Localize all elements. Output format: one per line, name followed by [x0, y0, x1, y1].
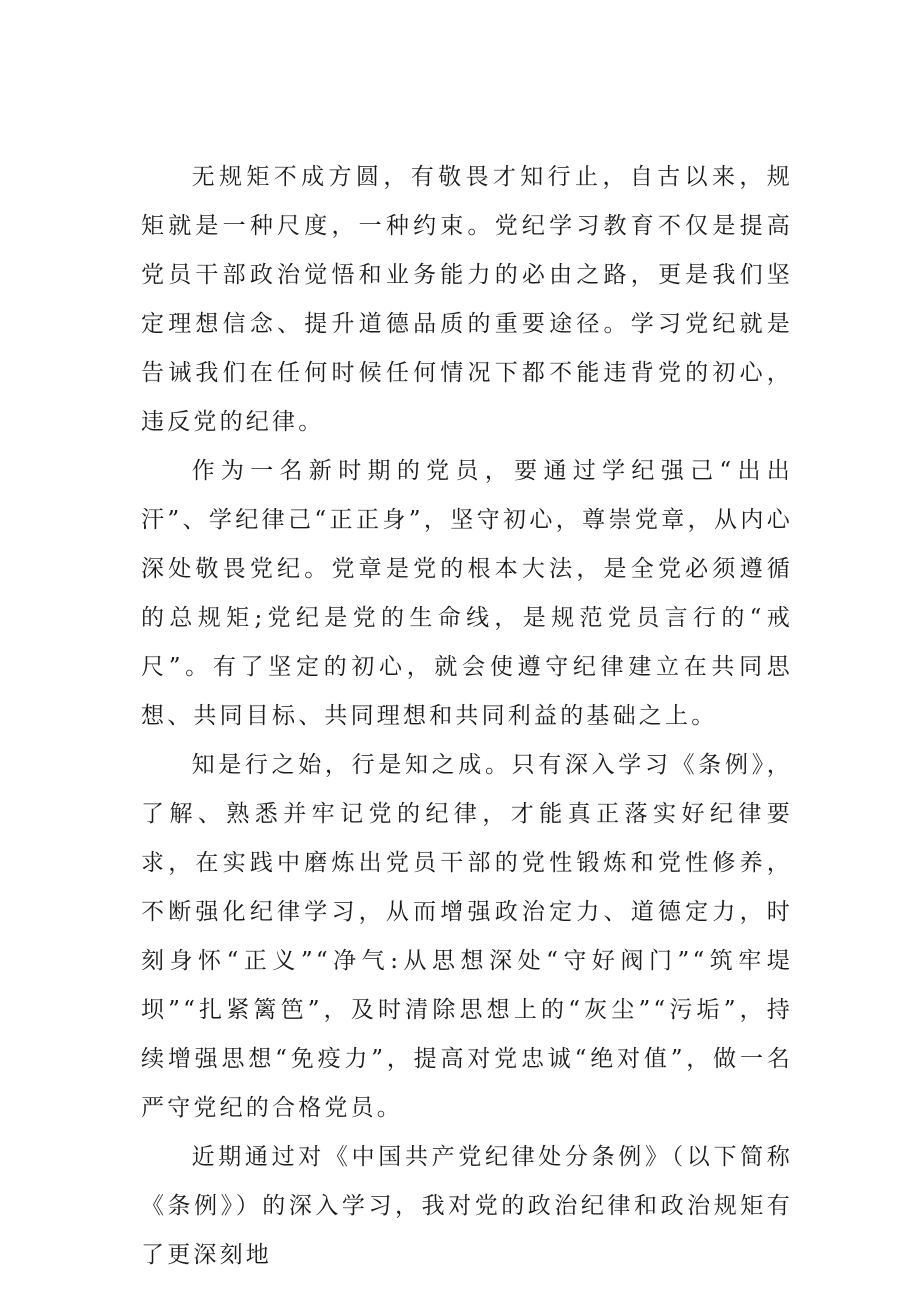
paragraph-1: 无规矩不成方圆，有敬畏才知行止，自古以来，规矩就是一种尺度，一种约束。党纪学习教育不仅是提高党员干部政治觉悟和业务能力的必由之路，更是我们坚定理想信念、提升道德品质的重要途径。学习党纪就是告诫我们在任何时候任何情况下都不能违背党的初心，违反党的纪律。	[141, 164, 793, 435]
paragraph-3: 知是行之始，行是知之成。只有深入学习《条例》，了解、熟悉并牢记党的纪律，才能真正落实好纪律要求，在实践中磨炼出党员干部的党性锻炼和党性修养，不断强化纪律学习，从而增强政治定力、道德定力，时刻身怀“正义”“净气:从思想深处“守好阀门”“筑牢堤坝”“扎紧篱笆”，及时清除思想上的“灰尘”“污垢”，持续增强思想“免疫力”，提高对党忠诚“绝对值”，做一名严守党纪的合格党员。	[141, 752, 793, 1121]
paragraph-4: 近期通过对《中国共产党纪律处分条例》（以下简称《条例》）的深入学习，我对党的政治纪律和政治规矩有了更深刻地	[141, 1144, 793, 1268]
document-body	[141, 153, 793, 1280]
paragraph-2: 作为一名新时期的党员，要通过学纪强己“出出汗”、学纪律己“正正身”，坚守初心，尊崇党章，从内心深处敬畏党纪。党章是党的根本大法，是全党必须遵循的总规矩;党纪是党的生命线，是规范党员言行的“戒尺”。有了坚定的初心，就会使遵守纪律建立在共同思想、共同目标、共同理想和共同利益的基础之上。	[141, 458, 793, 729]
